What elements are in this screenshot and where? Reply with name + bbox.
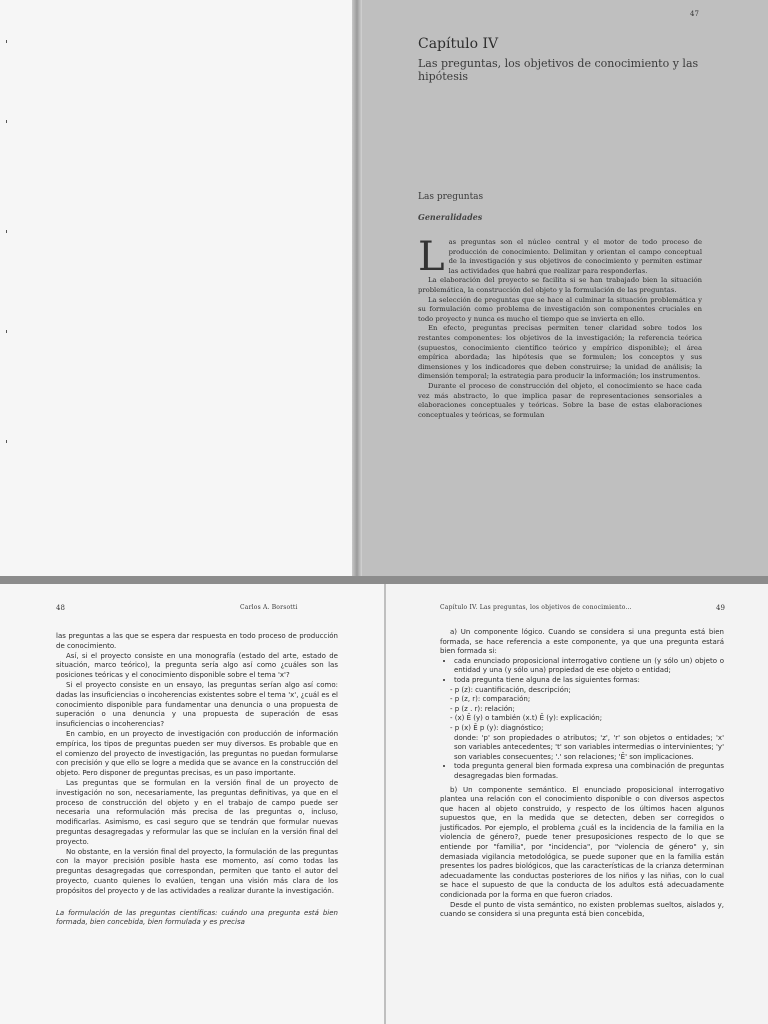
list-item: - p (z . r): relación; (450, 705, 724, 715)
forms-list (440, 686, 724, 734)
page-separator (0, 576, 768, 584)
body-text (56, 632, 338, 928)
paragraph: b) Un componente semántico. El enunciado proposicional interrogativo plantea una relación con el conocimiento disponible o con diversos aspectos que hacen al objeto construido, y respecto de los últimos hacen algunos supuestos que, en la medida que se detecten, deben ser corregidos o justificados. Por ejemplo, el problema ¿cuál es la incidencia de la familia en la violencia de género?, puede tener presuposiciones respecto de lo que se entiende por "familia", por "incidencia", por "violencia de género" y, sin demasiada vigilancia metodológica, se puede suponer que en la familia están presentes los padres biológicos, que las características de la crianza determinan adecuadamente las conductas posteriores de los niños y las niñas, con lo cual se hace el supuesto de que la conducta de los adultos está adecuadamente condicionada por la forma en que fueron criados. (440, 785, 724, 900)
paragraph: No obstante, en la versión final del proyecto, la formulación de las preguntas con la mayor precisión posible hasta ese momento, así como todas las preguntas desagregadas que correspondan, permiten que tanto el autor del proyecto, cuanto quienes lo evalúen, tengan una visión más clara de los propósitos del proyecto y de las actividades a realizar durante la investigación. (56, 847, 338, 895)
list-item: • toda pregunta general bien formada expresa una combinación de preguntas desagregadas bien formadas. (454, 762, 724, 781)
list-item: • cada enunciado proposicional interrogativo contiene un (y sólo un) objeto o entidad y una (y sólo una) propiedad de ese objeto o entidad; (454, 657, 724, 676)
paragraph: Durante el proceso de construcción del objeto, el conocimiento se hace cada vez más abstracto, lo que implica pasar de representaciones sensoriales a elaboraciones conceptuales y teóricas. Sobre la base de estas elaboraciones conceptuales y teóricas, se formulan (418, 381, 702, 419)
paragraph: Así, si el proyecto consiste en una monografía (estado del arte, estado de situación, marco teórico), la pregunta sería algo así como ¿cuáles son las posiciones teóricas y el conocimiento disponible sobre el tema 'x'? (56, 651, 338, 680)
chapter-title: Capítulo IV (418, 36, 499, 52)
list-item: • toda pregunta tiene alguna de las siguientes formas: (454, 676, 724, 686)
paragraph: En efecto, preguntas precisas permiten tener claridad sobre todos los restantes componentes: los objetivos de la investigación; la referencia teórica (supuestos, conocimiento científico teórico y empírico disponible); el área empírica abordada; las hipótesis que se formulen; los conceptos y sus dimensiones y los indicadores que deben construirse; la unidad de análisis; la dimensión temporal; la estrategia para producir la información; los instrumentos. (418, 324, 702, 381)
paragraph: Las preguntas que se formulan en la versión final de un proyecto de investigación no son, necesariamente, las preguntas definitivas, ya que en el proceso de construcción del objeto y en el trabajo de campo puede ser necesaria una reformulación más precisa de las preguntas o, incluso, modificarlas. Asimismo, es casi seguro que se tendrán que formular nuevas preguntas desagregadas y reformular las que se incluían en la versión final del proyecto. (56, 778, 338, 846)
list-item: - p (x) Ē p (y): diagnóstico; (450, 724, 724, 734)
running-head: Carlos A. Borsotti (240, 604, 298, 611)
italic-heading: La formulación de las preguntas científicas: cuándo una pregunta está bien formada, bien concebida, bien formulada y es precisa (56, 908, 338, 927)
running-head: Capítulo IV. Las preguntas, los objetivos de conocimiento... (440, 604, 632, 611)
section-title: Las preguntas (418, 192, 484, 202)
bullet-list (440, 657, 724, 686)
paragraph: donde: 'p' son propiedades o atributos; 'z', 'r' son objetos o entidades; 'x' son variables antecedentes; 't' son variables intermedias o intervinientes; 'y' son variables consecuentes; '.' son relaciones; 'Ē' son implicaciones. (454, 733, 724, 761)
paragraph: a) Un componente lógico. Cuando se considera si una pregunta está bien formada, se hace referencia a este componente, ya que una pregunta estará bien formada si: (440, 628, 724, 656)
page-number: 47 (690, 10, 699, 18)
page-number: 49 (716, 604, 725, 612)
page-48 (0, 584, 384, 1024)
subsection-title: Generalidades (418, 212, 483, 222)
body-text (440, 628, 724, 920)
paragraph: La elaboración del proyecto se facilita si se han trabajado bien la situación problemática, la construcción del objeto y la formulación de las preguntas. (418, 276, 702, 294)
paragraph: En cambio, en un proyecto de investigación con producción de información empírica, los tipos de preguntas pueden ser muy diversos. Es probable que en el comienzo del proyecto de investigación, las preguntas no puedan formularse con precisión y que ello se logre a medida que se avance en la construcción del objeto. Pero disponer de preguntas precisas, es un paso importante. (56, 729, 338, 778)
list-item: - p (z): cuantificación, descripción; (450, 686, 724, 696)
list-item: - p (z, r): comparación; (450, 695, 724, 705)
paragraph: Desde el punto de vista semántico, no existen problemas sueltos, aislados y, cuando se considera si una pregunta está bien concebida, (440, 900, 724, 919)
page-number: 48 (56, 604, 65, 612)
list-item: - (x) Ē (y) o también (x.t) Ē (y): explicación; (450, 714, 724, 724)
drop-cap: L (418, 234, 445, 280)
paragraph: Las preguntas son el núcleo central y el motor de todo proceso de producción de conocimiento. Delimitan y orientan el campo conceptual de la investigación y sus objetivos de conocimiento y permiten estimar las actividades que habrá que realizar para responderlas. (418, 234, 702, 280)
page-49 (386, 584, 768, 1024)
chapter-heading (418, 36, 718, 83)
paragraph: Si el proyecto consiste en un ensayo, las preguntas serían algo así como: dadas las insuficiencias o incoherencias existentes sobre el tema 'x', ¿cuál es el conocimiento disponible para fundamentar una denuncia o una propuesta de superación o una denuncia y una propuesta de superación de esas insuficiencias o incoherencias? (56, 680, 338, 729)
chapter-subtitle: Las preguntas, los objetivos de conocimiento y las hipótesis (418, 57, 699, 83)
paragraph: las preguntas a las que se espera dar respuesta en todo proceso de producción de conocimiento. (56, 632, 338, 650)
body-text (418, 234, 702, 420)
paragraph: La selección de preguntas que se hace al culminar la situación problemática y su formulación como problema de investigación son componentes cruciales en todo proyecto y nunca es mucho el tiempo que se invierta en ello. (418, 295, 702, 323)
bullet-list (440, 762, 724, 781)
